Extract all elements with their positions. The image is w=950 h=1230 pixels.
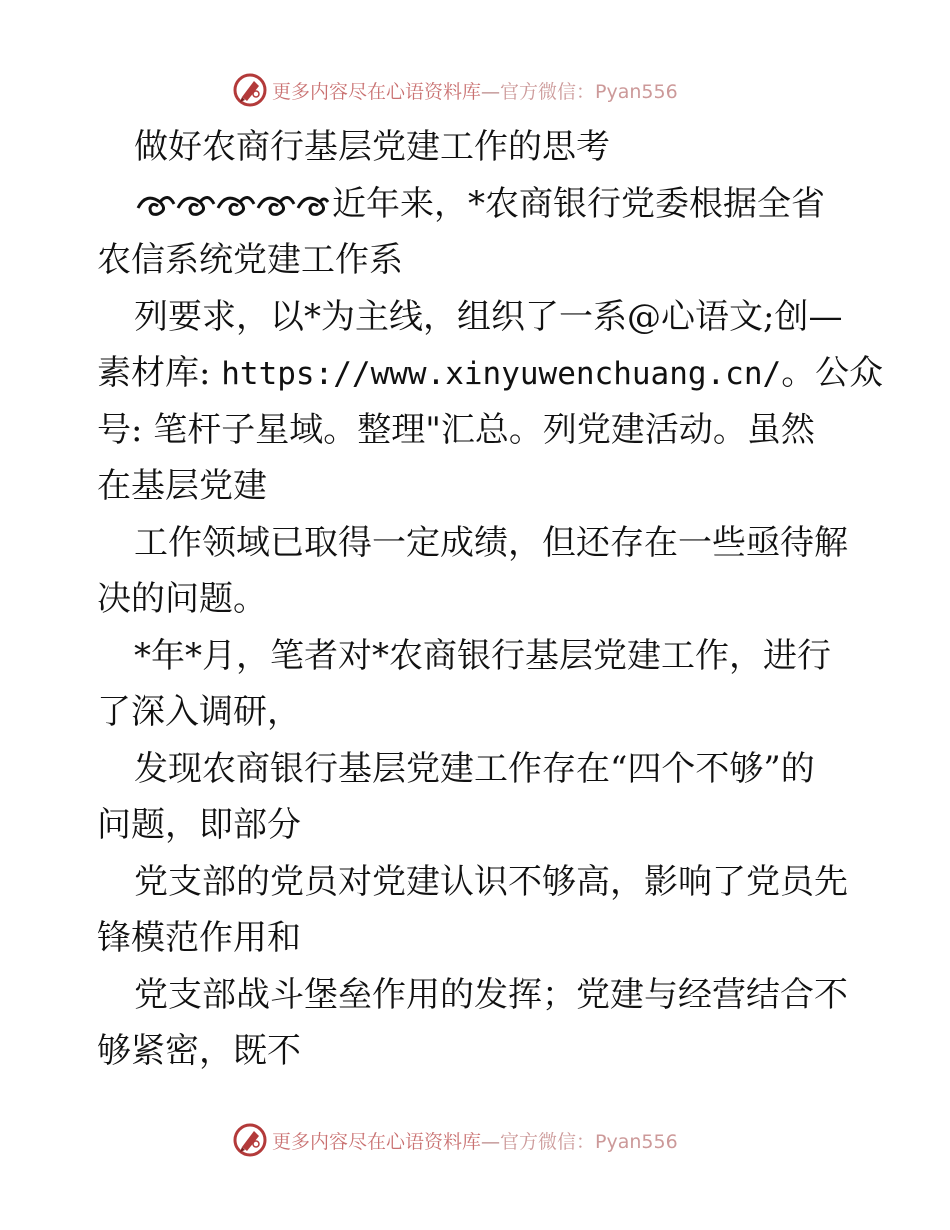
footer-banner-main-text: 更多内容尽在心语资料库 bbox=[272, 1130, 482, 1153]
header-banner-main-text: 更多内容尽在心语资料库 bbox=[272, 80, 482, 103]
paragraph-1-text-a: 近年来，*农商银行党委根据全省 bbox=[332, 183, 825, 224]
footer-banner-wechat: 官方微信：Pyan556 bbox=[500, 1130, 678, 1153]
paragraph-2-suffix: 。公众 bbox=[781, 353, 884, 393]
document-title: 做好农商行基层党建工作的思考 bbox=[134, 127, 610, 167]
header-banner bbox=[232, 70, 712, 110]
paragraph-2-line-3: 号: 笔杆子星域。整理"汇总。列党建活动。虽然 bbox=[97, 409, 815, 450]
decorative-swirl-icon bbox=[134, 186, 330, 226]
paragraph-2-label: 素材库: bbox=[97, 353, 222, 393]
document-body bbox=[97, 119, 884, 1080]
header-banner-wechat: 官方微信：Pyan556 bbox=[500, 80, 678, 103]
paragraph-7-line-2: 够紧密，既不 bbox=[97, 1031, 301, 1071]
header-banner-separator: — bbox=[481, 80, 501, 103]
paragraph-6-line-2: 锋模范作用和 bbox=[97, 918, 301, 958]
pen-logo-icon bbox=[232, 1122, 268, 1158]
paragraph-4-line-2: 了深入调研， bbox=[97, 692, 301, 732]
footer-banner-text bbox=[272, 1127, 678, 1154]
paragraph-1-line-2: 农信系统党建工作系 bbox=[97, 240, 403, 280]
paragraph-5-line-2: 问题，即部分 bbox=[97, 805, 301, 845]
paragraph-5-line-1: 发现农商银行基层党建工作存在“四个不够”的 bbox=[134, 748, 815, 789]
paragraph-2-line-2 bbox=[97, 345, 884, 402]
paragraph-2-line-4: 在基层党建 bbox=[97, 466, 267, 506]
paragraph-3-line-2: 决的问题。 bbox=[97, 579, 267, 619]
header-banner-text bbox=[272, 77, 678, 104]
paragraph-6-line-1: 党支部的党员对党建认识不够高，影响了党员先 bbox=[134, 861, 848, 902]
paragraph-7-line-1: 党支部战斗堡垒作用的发挥；党建与经营结合不 bbox=[134, 974, 848, 1015]
footer-banner bbox=[232, 1120, 712, 1160]
paragraph-3-line-1: 工作领域已取得一定成绩，但还存在一些亟待解 bbox=[134, 522, 848, 563]
footer-banner-separator: — bbox=[481, 1130, 501, 1153]
paragraph-2-line-1: 列要求，以*为主线，组织了一系@心语文;创— bbox=[134, 296, 843, 337]
pen-logo-icon bbox=[232, 72, 268, 108]
paragraph-4-line-1: *年*月，笔者对*农商银行基层党建工作，进行 bbox=[134, 635, 831, 676]
paragraph-1-line-1 bbox=[97, 176, 857, 233]
source-url-text: https://www.xinyuwenchuang.cn/ bbox=[221, 356, 782, 392]
